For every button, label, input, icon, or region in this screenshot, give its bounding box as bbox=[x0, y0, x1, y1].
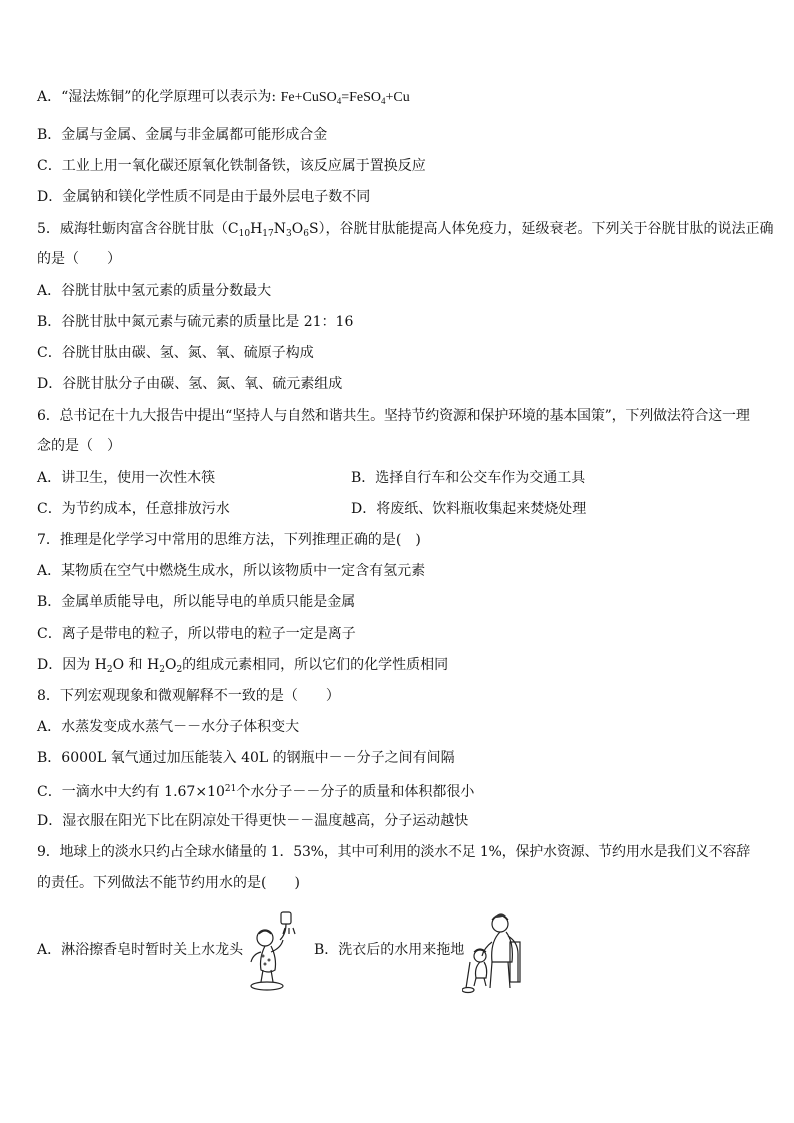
q8-option-b: B．6000L 氧气通过加压能装入 40L 的钢瓶中－－分子之间有间隔 bbox=[37, 750, 455, 766]
q6-option-b: B．选择自行车和公交车作为交通工具 bbox=[351, 470, 586, 486]
q7-option-d: D．因为 $H_2O$ 和 $H_2O_2$的组成元素相同，所以它们的化学性质相同 bbox=[37, 657, 449, 675]
q4-option-d: D．金属钠和镁化学性质不同是由于最外层电子数不同 bbox=[37, 189, 371, 205]
q9-stem-cont: 的责任。下列做法不能节约用水的是( ) bbox=[37, 875, 300, 891]
shower-illustration bbox=[245, 908, 301, 992]
mopping-illustration bbox=[462, 912, 524, 994]
q5-option-d: D．谷胱甘肽分子由碳、氢、氮、氧、硫元素组成 bbox=[37, 376, 343, 392]
q4-option-c: C．工业上用一氧化碳还原氧化铁制备铁，该反应属于置换反应 bbox=[37, 158, 426, 174]
q9-option-b: B．洗衣后的水用来拖地 bbox=[314, 942, 465, 958]
q7-option-a: A．某物质在空气中燃烧生成水，所以该物质中一定含有氢元素 bbox=[37, 563, 426, 579]
q9-option-a: A．淋浴擦香皂时暂时关上水龙头 bbox=[37, 942, 244, 958]
q4-option-b: B．金属与金属、金属与非金属都可能形成合金 bbox=[37, 127, 328, 143]
q5-stem-cont: 的是（ ） bbox=[37, 251, 121, 267]
q6-option-a: A．讲卫生，使用一次性木筷 bbox=[37, 470, 216, 486]
q7-option-c: C．离子是带电的粒子，所以带电的粒子一定是离子 bbox=[37, 626, 356, 642]
q7-option-b: B．金属单质能导电，所以能导电的单质只能是金属 bbox=[37, 594, 356, 610]
q6-stem: 6．总书记在十九大报告中提出“坚持人与自然和谐共生。坚持节约资源和保护环境的基本国策”，下列做法符合这一理 bbox=[37, 408, 750, 424]
q8-option-d: D．湿衣服在阳光下比在阴凉处干得更快－－温度越高，分子运动越快 bbox=[37, 813, 469, 829]
q5-option-a: A．谷胱甘肽中氢元素的质量分数最大 bbox=[37, 283, 272, 299]
q5-option-b: B．谷胱甘肽中氮元素与硫元素的质量比是 21：16 bbox=[37, 314, 354, 330]
q8-option-a: A．水蒸发变成水蒸气－－水分子体积变大 bbox=[37, 719, 300, 735]
q4-formula: Fe+CuSO$_4$=FeSO$_4$+Cu bbox=[280, 90, 410, 106]
q6-row-1 bbox=[37, 469, 586, 487]
q8-stem: 8．下列宏观现象和微观解释不一致的是（ ） bbox=[37, 688, 340, 704]
q6-option-c: C．为节约成本，任意排放污水 bbox=[37, 501, 230, 517]
q9-stem: 9．地球上的淡水只约占全球水储量的 1．53%，其中可利用的淡水不足 1%，保护水资源、节约用水是我们义不容辞 bbox=[37, 844, 751, 860]
q5-option-c: C．谷胱甘肽由碳、氢、氮、氧、硫原子构成 bbox=[37, 345, 314, 361]
q6-option-d: D．将废纸、饮料瓶收集起来焚烧处理 bbox=[351, 501, 587, 517]
q5-stem: 5．威海牡蛎肉富含谷胱甘肽$(C_{10}H_{17}N_3O_6S)$，谷胱甘肽能提高人体免疫力，延级衰老。下列关于谷胱甘肽的说法正确 bbox=[37, 221, 774, 239]
q6-stem-cont: 念的是（ ） bbox=[37, 438, 121, 454]
q8-option-c: C．一滴水中大约有 $1.67\times 10^{21}$个水分子－－分子的质量和体积都很小 bbox=[37, 784, 475, 800]
q6-row-2 bbox=[37, 500, 587, 518]
q4-option-a: A．“湿法炼铜”的化学原理可以表示为: Fe+CuSO$_4$=FeSO$_4$+Cu bbox=[37, 89, 410, 106]
q7-stem: 7．推理是化学学习中常用的思维方法，下列推理正确的是( ) bbox=[37, 532, 421, 548]
